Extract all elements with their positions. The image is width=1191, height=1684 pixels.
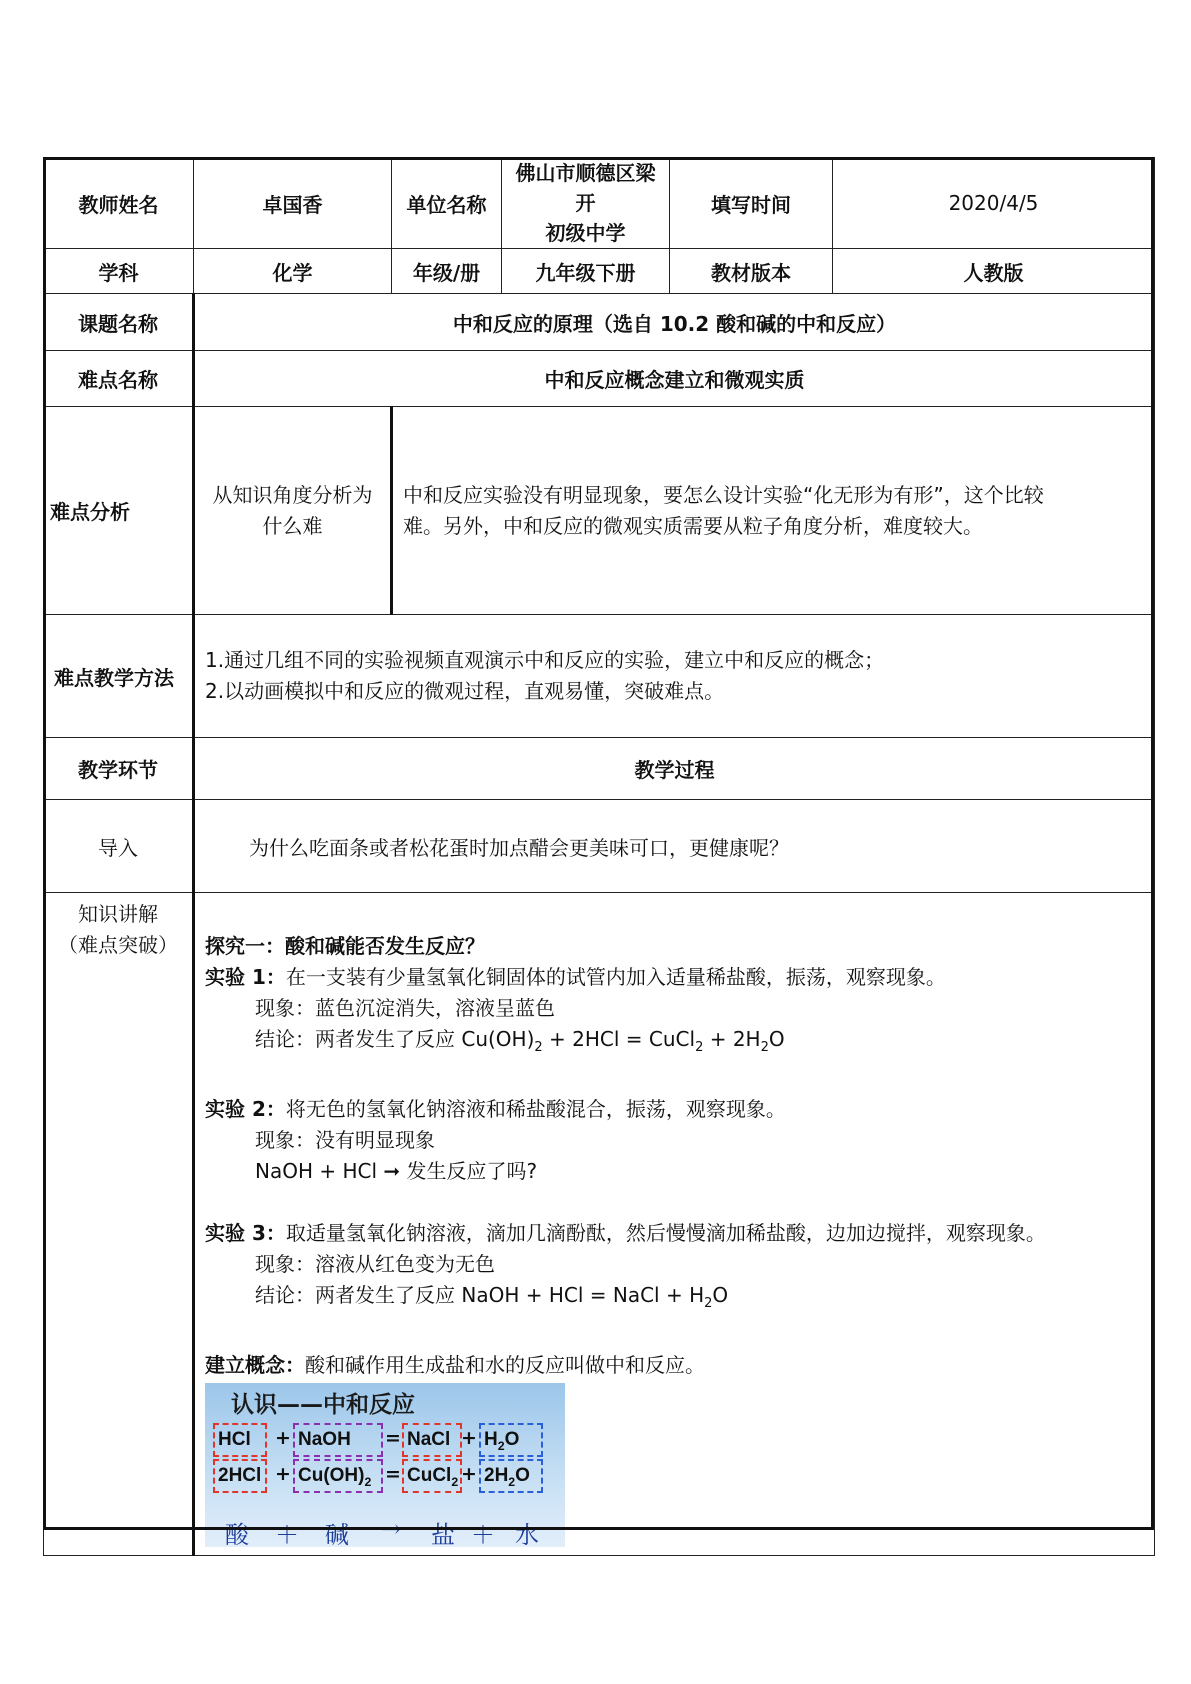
analysis-text [392, 407, 1155, 615]
r1-equals: = [385, 1427, 401, 1449]
r1-water-h: H [484, 1429, 498, 1450]
lesson-plan-form [43, 157, 1154, 1549]
subject-label: 学科 [44, 249, 194, 294]
r1-plus1: + [275, 1427, 291, 1449]
word-plus1: ＋ [275, 1521, 299, 1549]
exp3-label: 实验 3： [205, 1221, 286, 1245]
concept-label: 建立概念： [205, 1353, 305, 1377]
teacher-label: 教师姓名 [44, 158, 194, 249]
exp1-line [205, 962, 1144, 993]
unit-label: 单位名称 [392, 158, 502, 249]
concept-line [205, 1350, 1144, 1381]
method-line2: 2.以动画模拟中和反应的微观过程，直观易懂，突破难点。 [205, 679, 725, 703]
intro-value: 为什么吃面条或者松花蛋时加点醋会更美味可口，更健康呢？ [194, 800, 1155, 893]
analysis-text-line2: 难。另外，中和反应的微观实质需要从粒子角度分析，难度较大。 [403, 513, 983, 538]
form-table [43, 157, 1155, 1556]
teacher-name: 卓国香 [194, 158, 392, 249]
intro-label: 导入 [44, 800, 194, 893]
edition-label: 教材版本 [670, 249, 833, 294]
r1-water-box [479, 1423, 543, 1457]
exp2-question: NaOH + HCl ➞ 发生反应了吗? [255, 1159, 538, 1183]
r2-plus2: + [461, 1463, 477, 1485]
analysis-text-line1: 中和反应实验没有明显现象，要怎么设计实验“化无形为有形”，这个比较 [403, 482, 1044, 507]
r1-salt: NaCl [407, 1429, 451, 1450]
unit-name [502, 158, 670, 249]
inquiry-title: 探究一：酸和碱能否发生反应？ [205, 934, 485, 958]
word-arrow: → [381, 1515, 402, 1543]
r1-base: NaOH [298, 1429, 351, 1450]
word-salt: 盐 [431, 1521, 455, 1549]
subject-value: 化学 [194, 249, 392, 294]
neutralization-slide-image [205, 1383, 565, 1547]
analysis-label: 难点分析 [44, 407, 194, 615]
exp1-conclusion-prefix: 结论：两者发生了反应 Cu(OH) [255, 1027, 535, 1051]
sub-2: 2 [760, 1040, 769, 1055]
r2-salt-box [402, 1459, 462, 1493]
sub-2: 2 [534, 1040, 543, 1055]
slide-title: 认识——中和反应 [231, 1392, 415, 1418]
difficulty-value: 中和反应概念建立和微观实质 [194, 351, 1155, 407]
exp3-text: 取适量氢氧化钠溶液，滴加几滴酚酞，然后慢慢滴加稀盐酸，边加边搅拌，观察现象。 [285, 1221, 1046, 1245]
r1-salt-box [402, 1423, 462, 1457]
method-label: 难点教学方法 [44, 615, 194, 738]
explain-label-line2: （难点突破） [58, 933, 178, 957]
topic-value: 中和反应的原理（选自 10.2 酸和碱的中和反应） [194, 294, 1155, 351]
analysis-sub-label [194, 407, 392, 615]
exp3-conclusion-prefix: 结论：两者发生了反应 NaOH + HCl = NaCl + H [255, 1283, 705, 1307]
sub-2: 2 [497, 1438, 505, 1453]
r2-acid-box [213, 1459, 267, 1493]
r2-plus1: + [275, 1463, 291, 1485]
unit-name-line2: 初级中学 [545, 221, 626, 245]
r1-base-box [293, 1423, 383, 1457]
sub-2: 2 [364, 1474, 372, 1489]
explain-label-line1: 知识讲解 [78, 902, 158, 926]
exp2-phenomenon: 现象：没有明显现象 [255, 1128, 435, 1152]
concept-text: 酸和碱作用生成盐和水的反应叫做中和反应。 [305, 1353, 705, 1377]
exp1-phenomenon: 现象：蓝色沉淀消失，溶液呈蓝色 [255, 996, 555, 1020]
r1-acid-box [213, 1423, 267, 1457]
date-label: 填写时间 [670, 158, 833, 249]
analysis-sub-label-line2: 什么难 [262, 513, 323, 538]
topic-label: 课题名称 [44, 294, 194, 351]
r2-water-o: O [515, 1465, 530, 1486]
r1-water-o: O [504, 1429, 520, 1450]
exp1-conclusion-mid: + 2HCl = CuCl [542, 1027, 696, 1051]
exp1-text: 在一支装有少量氢氧化铜固体的试管内加入适量稀盐酸，振荡，观察现象。 [285, 965, 946, 989]
exp3-conclusion-o: O [712, 1283, 729, 1307]
exp1-conclusion [205, 1024, 1144, 1063]
exp2-line [205, 1094, 1144, 1125]
explain-content [194, 893, 1155, 1556]
r2-salt: CuCl [407, 1465, 452, 1486]
word-water: 水 [515, 1521, 539, 1549]
exp3-conclusion [205, 1280, 1144, 1319]
method-line1: 1.通过几组不同的实验视频直观演示中和反应的实验，建立中和反应的概念； [205, 648, 885, 672]
exp3-phenomenon: 现象：溶液从红色变为无色 [255, 1252, 495, 1276]
sub-2: 2 [508, 1474, 516, 1489]
exp1-conclusion-o: O [768, 1027, 785, 1051]
word-base: 碱 [325, 1521, 349, 1549]
analysis-sub-label-line1: 从知识角度分析为 [212, 482, 373, 507]
r2-base: Cu(OH) [298, 1465, 365, 1486]
exp2-text: 将无色的氢氧化钠溶液和稀盐酸混合，振荡，观察现象。 [285, 1097, 786, 1121]
r1-acid: HCl [218, 1429, 251, 1450]
r2-water: 2H [484, 1465, 509, 1486]
exp3-line [205, 1218, 1144, 1249]
exp1-conclusion-end: + 2H [703, 1027, 761, 1051]
date-value: 2020/4/5 [833, 158, 1155, 249]
process-header-label: 教学环节 [44, 738, 194, 800]
exp2-label: 实验 2： [205, 1097, 286, 1121]
explain-label [44, 893, 194, 1556]
word-plus2: ＋ [471, 1521, 495, 1549]
r2-base-box [293, 1459, 383, 1493]
process-header-value: 教学过程 [194, 738, 1155, 800]
unit-name-line1: 佛山市顺德区梁开 [515, 161, 656, 215]
sub-2: 2 [695, 1040, 704, 1055]
r2-equals: = [385, 1463, 401, 1485]
difficulty-label: 难点名称 [44, 351, 194, 407]
r2-water-box [479, 1459, 543, 1493]
word-acid: 酸 [225, 1521, 249, 1549]
r2-acid: 2HCl [218, 1465, 262, 1486]
edition-value: 人教版 [833, 249, 1155, 294]
grade-value: 九年级下册 [502, 249, 670, 294]
method-text [194, 615, 1155, 738]
grade-label: 年级/册 [392, 249, 502, 294]
sub-2: 2 [704, 1296, 713, 1311]
r1-plus2: + [461, 1427, 477, 1449]
exp1-label: 实验 1： [205, 965, 286, 989]
sub-2: 2 [451, 1474, 459, 1489]
